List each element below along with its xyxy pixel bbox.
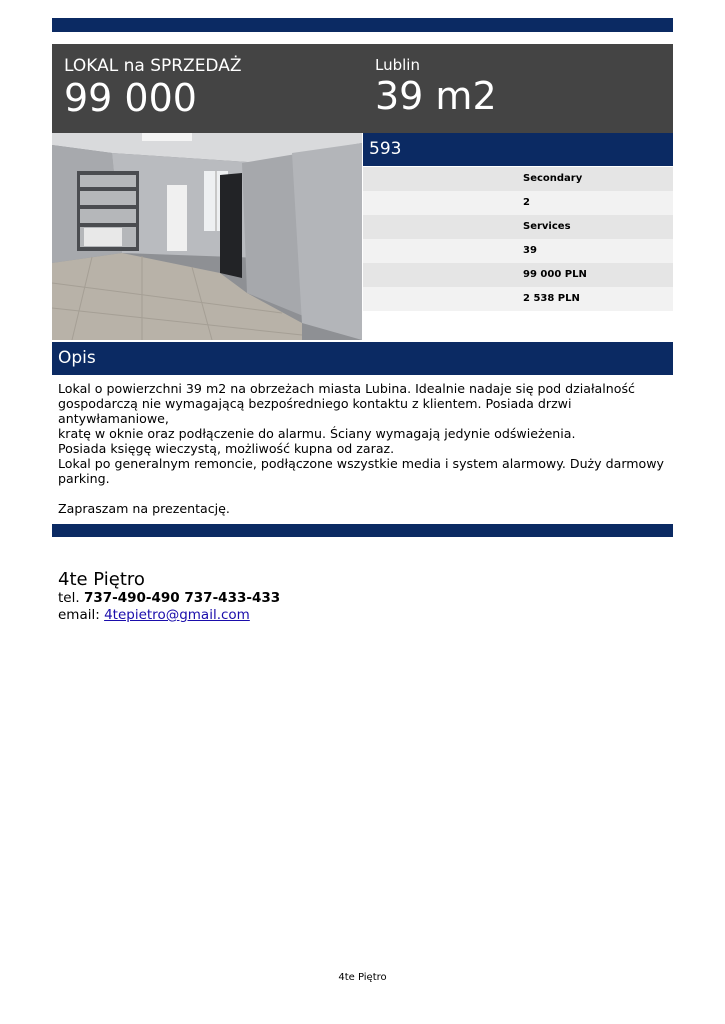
details-value: 2 <box>523 197 530 208</box>
details-value: Services <box>523 221 571 232</box>
email-line <box>58 607 280 624</box>
phone-numbers: 737-490-490 737-433-433 <box>83 590 281 606</box>
header-left <box>64 56 242 120</box>
property-photo <box>52 133 362 340</box>
description-line: Lokal po generalnym remoncie, podłączone wszystkie media i system alarmowy. Duży darmowy <box>58 456 665 471</box>
description-body <box>58 381 670 516</box>
details-row <box>363 239 673 263</box>
listing-id: 593 <box>369 139 402 159</box>
listing-price: 99 000 <box>64 76 197 120</box>
description-title: Opis <box>58 348 96 368</box>
details-row <box>363 263 673 287</box>
listing-header <box>52 44 673 133</box>
phone-line <box>58 590 280 607</box>
email-label: email: <box>58 607 100 623</box>
details-row <box>363 215 673 239</box>
description-line: kratę w oknie oraz podłączenie do alarmu. Ściany wymagają jedynie odświeżenia. <box>58 426 576 441</box>
bottom-accent-bar <box>52 524 673 537</box>
agency-name: 4te Piętro <box>58 569 145 590</box>
listing-type: LOKAL na SPRZEDAŻ <box>64 56 242 76</box>
details-row <box>363 167 673 191</box>
description-header <box>52 342 673 375</box>
listing-city: Lublin <box>375 56 420 74</box>
details-value: 39 <box>523 245 537 256</box>
details-value: Secondary <box>523 173 583 184</box>
details-table <box>363 167 673 311</box>
listing-id-bar <box>363 133 673 166</box>
details-value: 99 000 PLN <box>523 269 587 280</box>
description-line: Lokal o powierzchni 39 m2 na obrzeżach miasta Lubina. Idealnie nadaje się pod działalność <box>58 381 635 396</box>
details-row <box>363 287 673 311</box>
description-line: Posiada księgę wieczystą, możliwość kupna od zaraz. <box>58 441 395 456</box>
description-line: parking. <box>58 471 110 486</box>
email-link[interactable]: 4tepietro@gmail.com <box>104 607 250 623</box>
description-spacer <box>58 486 670 501</box>
phone-label: tel. <box>58 590 80 606</box>
details-value: 2 538 PLN <box>523 293 580 304</box>
description-closing: Zapraszam na prezentację. <box>58 501 230 516</box>
top-accent-bar <box>52 18 673 32</box>
page-footer: 4te Piętro <box>338 972 387 983</box>
details-row <box>363 191 673 215</box>
listing-area: 39 m2 <box>375 74 497 118</box>
contact-block <box>58 570 280 624</box>
header-right <box>375 56 497 118</box>
description-line: gospodarczą nie wymagającą bezpośredniego kontaktu z klientem. Posiada drzwi antywłamaniowe, <box>58 396 572 426</box>
